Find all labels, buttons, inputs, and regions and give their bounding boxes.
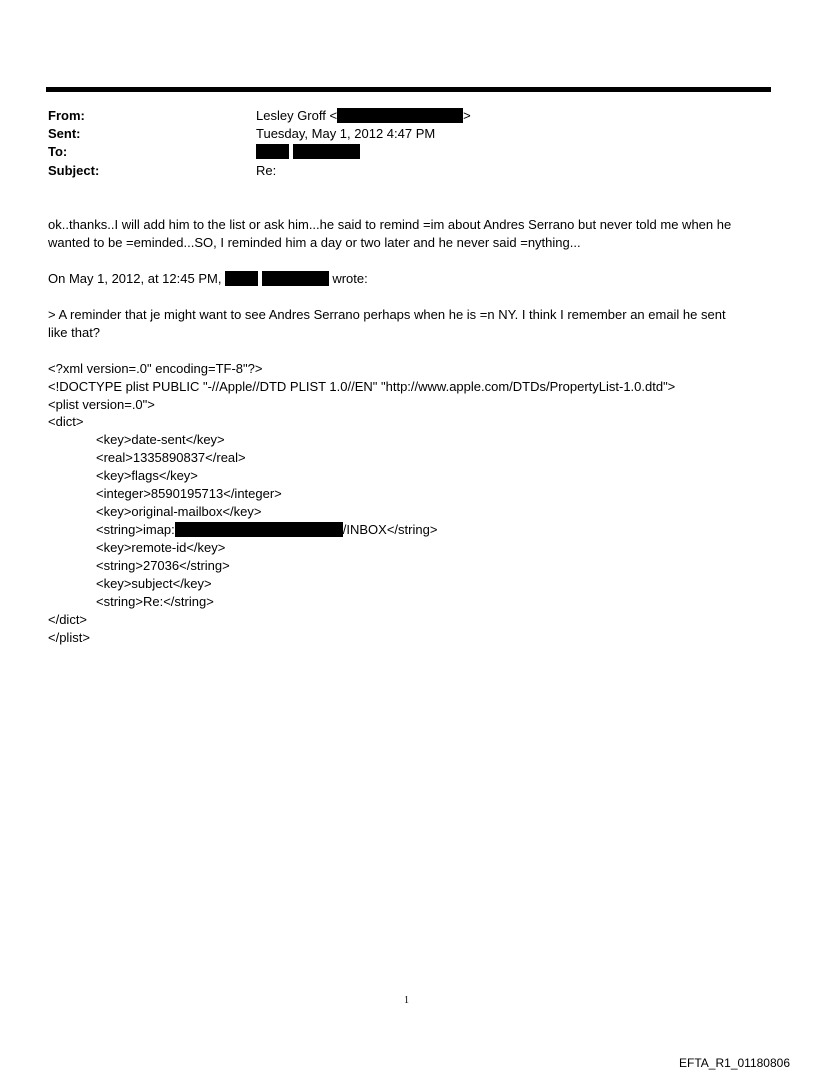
imap-prefix: <string>imap: — [96, 522, 175, 537]
plist-entry: <real>1335890837</real> — [96, 450, 246, 465]
attribution-suffix: wrote: — [332, 271, 368, 286]
plist-line: <dict> — [48, 414, 84, 429]
plist-line: </plist> — [48, 630, 90, 645]
redaction-box — [225, 271, 258, 286]
to-label: To: — [48, 144, 68, 159]
subject-value: Re: — [256, 163, 277, 178]
message-line: wanted to be =eminded...SO, I reminded him a day or two later and he never said =nything... — [48, 235, 581, 250]
plist-line: <plist version=.0"> — [48, 397, 155, 412]
plist-entry: <key>subject</key> — [96, 576, 212, 591]
plist-entry: <key>original-mailbox</key> — [96, 504, 262, 519]
plist-entry: <key>date-sent</key> — [96, 432, 225, 447]
plist-entry: <string>Re:</string> — [96, 594, 214, 609]
header-rule — [46, 87, 771, 92]
subject-label: Subject: — [48, 163, 100, 178]
redaction-box — [262, 271, 329, 286]
sent-value: Tuesday, May 1, 2012 4:47 PM — [256, 126, 436, 141]
plist-entry: <key>flags</key> — [96, 468, 198, 483]
attribution-prefix: On May 1, 2012, at 12:45 PM, — [48, 271, 222, 286]
from-close: > — [463, 108, 471, 123]
from-label: From: — [48, 108, 85, 123]
message-line: ok..thanks..I will add him to the list or ask him...he said to remind =im about Andres Serrano but never told me when he — [48, 217, 732, 232]
page-number: 1 — [404, 995, 409, 1006]
plist-line: <!DOCTYPE plist PUBLIC "-//Apple//DTD PLIST 1.0//EN" "http://www.apple.com/DTDs/PropertyList-1.0.dtd"> — [48, 379, 676, 394]
to-value — [256, 143, 360, 161]
plist-entry — [48, 521, 437, 539]
plist-entry: <string>27036</string> — [96, 558, 230, 573]
plist-line: <?xml version=.0" encoding=TF-8"?> — [48, 361, 263, 376]
redaction-box — [256, 144, 289, 159]
redaction-box — [337, 108, 463, 123]
redaction-box — [175, 522, 343, 537]
imap-suffix: /INBOX</string> — [342, 522, 438, 537]
quoted-line: > A reminder that je might want to see Andres Serrano perhaps when he is =n NY. I think I remember an email he sent — [48, 307, 726, 322]
from-name: Lesley Groff < — [256, 108, 338, 123]
plist-line: </dict> — [48, 612, 88, 627]
sent-label: Sent: — [48, 126, 81, 141]
plist-entry: <key>remote-id</key> — [96, 540, 226, 555]
quoted-line: like that? — [48, 325, 101, 340]
plist-entry: <integer>8590195713</integer> — [96, 486, 282, 501]
from-value — [256, 107, 471, 125]
document-id: EFTA_R1_01180806 — [679, 1056, 790, 1070]
attribution-line — [48, 270, 368, 288]
redaction-box — [293, 144, 360, 159]
